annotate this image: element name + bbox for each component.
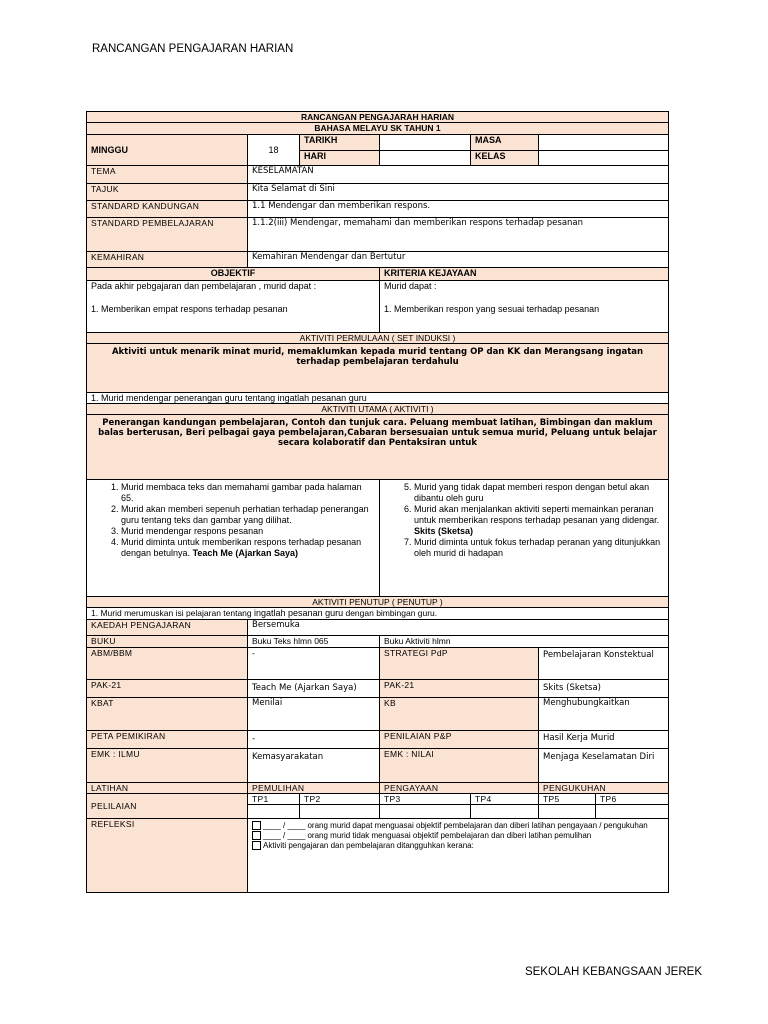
kriteria-header: KRITERIA KEJAYAAN: [380, 268, 669, 281]
list-item: 4. Murid diminta untuk memberikan respons terhadap pesanan dengan betulnya. Teach Me (Ajarkan Saya): [121, 537, 375, 559]
tp4-value: [471, 805, 539, 819]
kaedah-value: Bersemuka: [248, 620, 669, 636]
checkbox-icon: [252, 821, 261, 830]
abm-value: -: [248, 648, 380, 680]
objektif-item: 1. Memberikan empat respons terhadap pesanan: [91, 304, 288, 314]
tajuk-value: Kita Selamat di Sini: [248, 184, 669, 201]
pak21-label-2: PAK-21: [380, 680, 539, 698]
sk-label: STANDARD KANDUNGAN: [87, 201, 248, 218]
lesson-plan-table: [86, 111, 669, 893]
list-item: 7. Murid diminta untuk fokus terhadap peranan yang ditunjukkan oleh murid di hadapan: [414, 537, 664, 559]
aktiviti-list-left: [91, 482, 375, 559]
kb-label: KB: [380, 698, 539, 731]
latihan-label: LATIHAN: [87, 783, 248, 794]
kemahiran-value: Kemahiran Mendengar dan Bertutur: [248, 252, 669, 268]
hari-label: HARI: [300, 151, 380, 166]
tajuk-label: TAJUK: [87, 184, 248, 201]
peta-label: PETA PEMIKIRAN: [87, 731, 248, 749]
table-subtitle: BAHASA MELAYU SK TAHUN 1: [87, 123, 669, 135]
list-item: 5. Murid yang tidak dapat memberi respon dengan betul akan dibantu oleh guru: [414, 482, 664, 504]
tp2-value: [300, 805, 380, 819]
skits-bold: Skits (Sketsa): [414, 526, 474, 536]
pak21-label: PAK-21: [87, 680, 248, 698]
pengayaan-label: PENGAYAAN: [380, 783, 539, 794]
list-item: 1. Murid membaca teks dan memahami gambar pada halaman 65.: [121, 482, 375, 504]
kriteria-intro: Murid dapat :: [384, 281, 437, 291]
kriteria-item: 1. Memberikan respon yang sesuai terhadap pesanan: [384, 304, 600, 314]
pak21-value-2: Skits (Sketsa): [539, 680, 669, 698]
minggu-value: 18: [248, 135, 300, 166]
pengukuhan-label: PENGUKUHAN: [539, 783, 669, 794]
aktiviti-list-right: [384, 482, 664, 559]
set-induksi-text: Aktiviti untuk menarik minat murid, memaklumkan kepada murid tentang OP dan KK dan Merangsang ingatan terhadap pembelajaran terdahulu: [87, 344, 669, 393]
penutup-item: 1. Murid merumuskan isi pelajaran tentang ingatlah pesanan guru dengan bimbingan guru.: [87, 608, 669, 620]
kbat-label: KBAT: [87, 698, 248, 731]
kbat-value: Menilai: [248, 698, 380, 731]
abm-label: ABM/BBM: [87, 648, 248, 680]
kemahiran-label: KEMAHIRAN: [87, 252, 248, 268]
teach-me-bold: Teach Me (Ajarkan Saya): [192, 548, 298, 558]
tema-value: KESELAMATAN: [248, 166, 669, 184]
list-item: 6. Murid akan menjalankan aktiviti seperti memainkan peranan untuk memberikan respons terhadap pesanan yang didengar. Skits (Sketsa): [414, 504, 664, 537]
kb-value: Menghubungkaitkan: [539, 698, 669, 731]
pemulihan-label: PEMULIHAN: [248, 783, 380, 794]
buku-aktiviti: Buku Aktiviti hlmn: [380, 636, 669, 648]
tp3-label: TP3: [380, 794, 471, 805]
set-induksi-item: 1. Murid mendengar penerangan guru tentang ingatlah pesanan guru: [87, 393, 669, 404]
masa-value: [539, 135, 669, 151]
refleksi-line-1: ____ / ____ orang murid dapat menguasai objektif pembelajaran dan diberi latihan pengayaan / pengukuhan: [252, 821, 664, 831]
kaedah-label: KAEDAH PENGAJARAN: [87, 620, 248, 636]
aktiviti-utama-header: AKTIVITI UTAMA ( AKTIVITI ): [87, 404, 669, 415]
set-induksi-header: AKTIVITI PERMULAAN ( SET INDUKSI ): [87, 333, 669, 344]
tp6-value: [596, 805, 669, 819]
tp5-label: TP5: [539, 794, 596, 805]
tp6-label: TP6: [596, 794, 669, 805]
peta-value: -: [248, 731, 380, 749]
sp-label: STANDARD PEMBELAJARAN: [87, 218, 248, 252]
tp5-value: [539, 805, 596, 819]
tp1-label: TP1: [248, 794, 300, 805]
page-footer: SEKOLAH KEBANGSAAN JEREK: [524, 966, 702, 978]
tarikh-label: TARIKH: [300, 135, 380, 151]
tema-label: TEMA: [87, 166, 248, 184]
list-item: 3. Murid mendengar respons pesanan: [121, 526, 375, 537]
page-header: RANCANGAN PENGAJARAN HARIAN: [92, 43, 294, 55]
masa-label: MASA: [471, 135, 539, 151]
kelas-value: [539, 151, 669, 166]
buku-label: BUKU: [87, 636, 248, 648]
emk-ilmu-value: Kemasyarakatan: [248, 749, 380, 783]
refleksi-label: REFLEKSI: [87, 819, 248, 893]
hari-value: [380, 151, 471, 166]
checkbox-icon: [252, 831, 261, 840]
emk-nilai-value: Menjaga Keselamatan Diri: [539, 749, 669, 783]
emk-ilmu-label: EMK : ILMU: [87, 749, 248, 783]
pelilaian-label: PELILAIAN: [87, 794, 248, 819]
emk-nilai-label: EMK : NILAI: [380, 749, 539, 783]
penilaian-value: Hasil Kerja Murid: [539, 731, 669, 749]
buku-teks: Buku Teks hlmn 065: [248, 636, 380, 648]
refleksi-line-2: ____ / ____ orang murid tidak menguasai objektif pembelajaran dan diberi latihan pemulihan: [252, 831, 664, 841]
tp3-value: [380, 805, 471, 819]
checkbox-icon: [252, 841, 261, 850]
sp-value: 1.1.2(iii) Mendengar, memahami dan memberikan respons terhadap pesanan: [248, 218, 669, 252]
pak21-value: Teach Me (Ajarkan Saya): [248, 680, 380, 698]
penutup-header: AKTIVITI PENUTUP ( PENUTUP ): [87, 597, 669, 608]
tp2-label: TP2: [300, 794, 380, 805]
tp4-label: TP4: [471, 794, 539, 805]
table-title: RANCANGAN PENGAJARAH HARIAN: [87, 112, 669, 123]
tarikh-value: [380, 135, 471, 151]
minggu-label: MINGGU: [87, 135, 248, 166]
strategi-label: STRATEGI PdP: [380, 648, 539, 680]
list-item: 2. Murid akan memberi sepenuh perhatian terhadap penerangan guru tentang teks dan gambar yang dilihat.: [121, 504, 375, 526]
strategi-value: Pembelajaran Konstektual: [539, 648, 669, 680]
tp1-value: [248, 805, 300, 819]
aktiviti-utama-text: Penerangan kandungan pembelajaran, Contoh dan tunjuk cara. Peluang membuat latihan, Bimbingan dan maklum balas berterusan, Beri pelbagai gaya pembelajaran,Cabaran bersesuaian untuk semua murid, Peluang untuk belajar secara kolaboratif dan Pentaksiran untuk: [87, 415, 669, 480]
penilaian-label: PENILAIAN P&P: [380, 731, 539, 749]
objektif-header: OBJEKTIF: [87, 268, 380, 281]
objektif-intro: Pada akhir pebgajaran dan pembelajaran , murid dapat :: [91, 281, 317, 291]
sk-value: 1.1 Mendengar dan memberikan respons.: [248, 201, 669, 218]
refleksi-line-3: Aktiviti pengajaran dan pembelajaran ditangguhkan kerana:: [252, 841, 664, 851]
kelas-label: KELAS: [471, 151, 539, 166]
